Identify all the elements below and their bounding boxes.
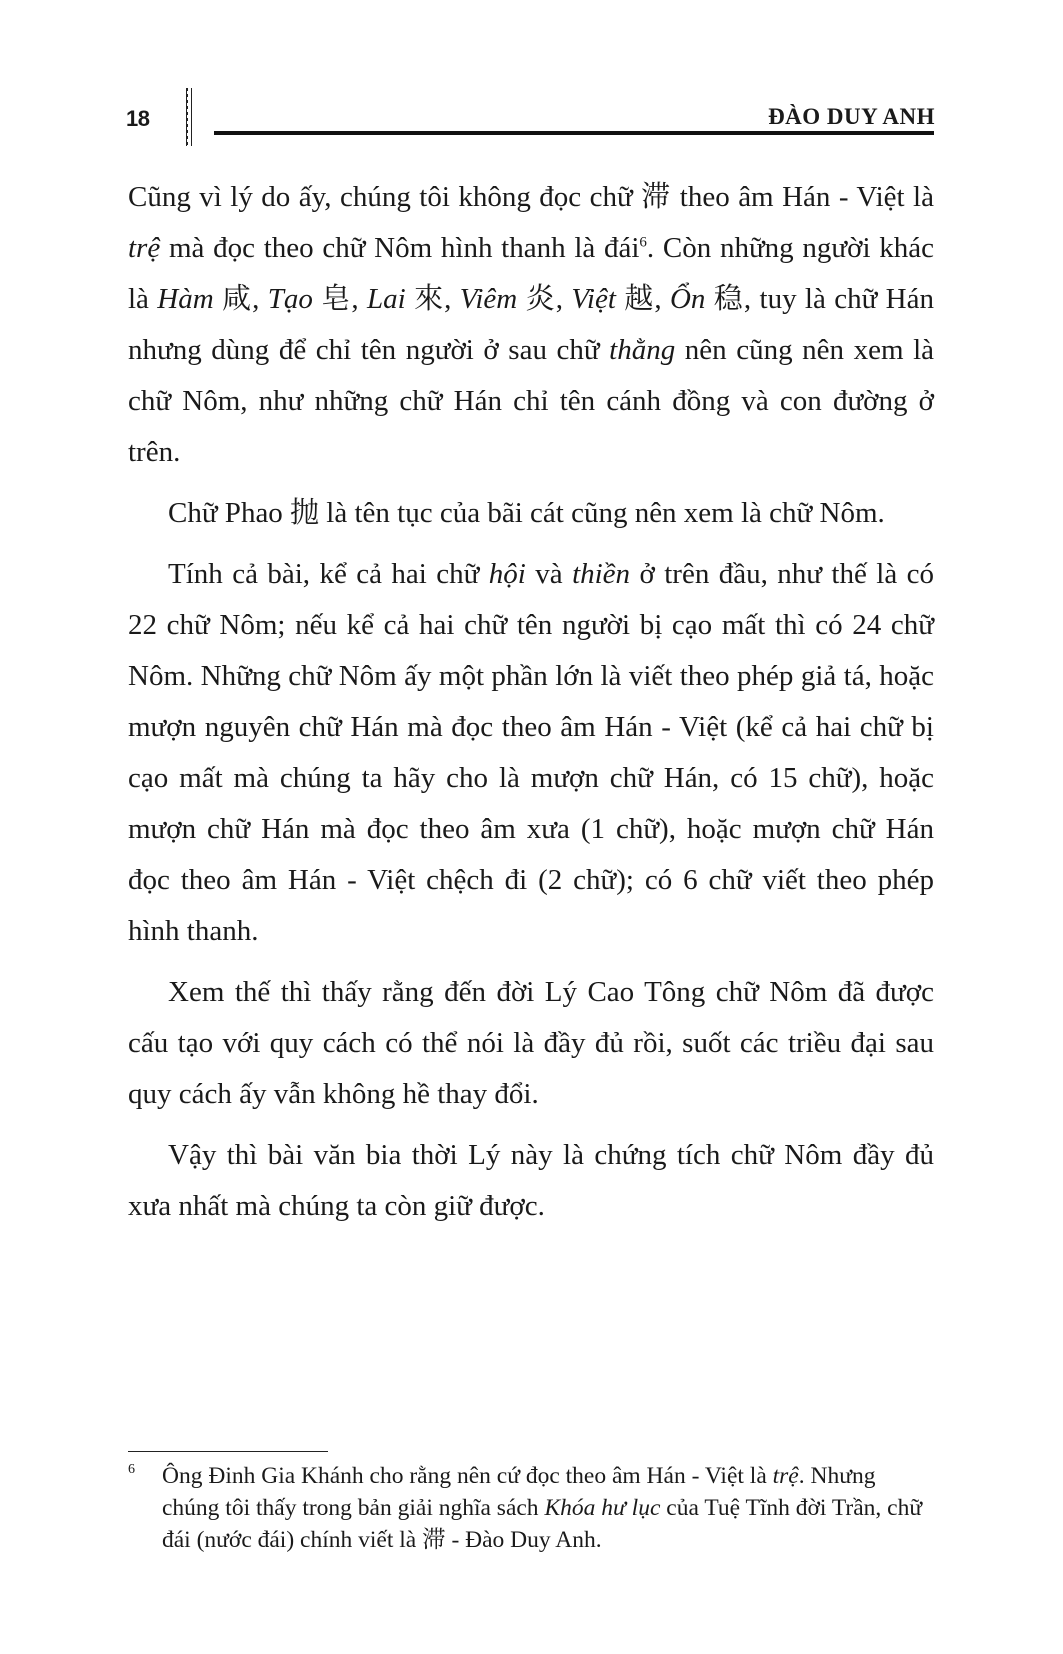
running-head-author: ĐÀO DUY ANH: [768, 104, 935, 129]
body-text: [128, 172, 934, 1242]
page-number: 18: [126, 106, 150, 131]
footnote-ref: 6: [639, 234, 647, 251]
footnote-number: 6: [128, 1462, 135, 1477]
header-rule: [214, 131, 934, 135]
paragraph-5: Vậy thì bài văn bia thời Lý này là chứng tích chữ Nôm đầy đủ xưa nhất mà chúng ta còn giữ được.: [128, 1139, 934, 1222]
paragraph-1: Cũng vì lý do ấy, chúng tôi không đọc chữ 滞 theo âm Hán - Việt là trệ mà đọc theo chữ Nôm hình thanh là đái$^6$. Còn những người khác là Hàm 咸, Tạo 皂, Lai 來, Viêm 炎, Việt 越, Ổn 稳, tuy là chữ Hán nhưng dùng để chỉ tên người ở sau chữ thằng nên cũng nên xem là chữ Nôm, như những chữ Hán chỉ tên cánh đồng và con đường ở trên.: [128, 181, 934, 468]
footnote: [128, 1460, 934, 1556]
page-header: [0, 0, 1063, 150]
header-vertical-ornament-dots: [187, 88, 188, 146]
footnote-text: Ông Đinh Gia Khánh cho rằng nên cứ đọc theo âm Hán - Việt là trệ. Nhưng chúng tôi thấy trong bản giải nghĩa sách Khóa hư lục của Tuệ Tĩnh đời Trần, chữ đái (nước đái) chính viết là 滞 - Đào Duy Anh.: [162, 1463, 923, 1553]
paragraph-3: Tính cả bài, kể cả hai chữ hội và thiền ở trên đầu, như thế là có 22 chữ Nôm; nếu kể cả hai chữ tên người bị cạo mất thì có 24 chữ Nôm. Những chữ Nôm ấy một phần lớn là viết theo phép giả tá, hoặc mượn nguyên chữ Hán mà đọc theo âm Hán - Việt (kể cả hai chữ bị cạo mất mà chúng ta hãy cho là mượn chữ Hán, có 15 chữ), hoặc mượn chữ Hán mà đọc theo âm xưa (1 chữ), hoặc mượn chữ Hán đọc theo âm Hán - Việt chệch đi (2 chữ); có 6 chữ viết theo phép hình thanh.: [128, 558, 934, 947]
paragraph-4: Xem thế thì thấy rằng đến đời Lý Cao Tông chữ Nôm đã được cấu tạo với quy cách có thể nói là đầy đủ rồi, suốt các triều đại sau quy cách ấy vẫn không hề thay đổi.: [128, 976, 934, 1110]
paragraph-2: Chữ Phao 抛 là tên tục của bãi cát cũng nên xem là chữ Nôm.: [168, 497, 885, 529]
footnote-separator: [128, 1451, 328, 1452]
